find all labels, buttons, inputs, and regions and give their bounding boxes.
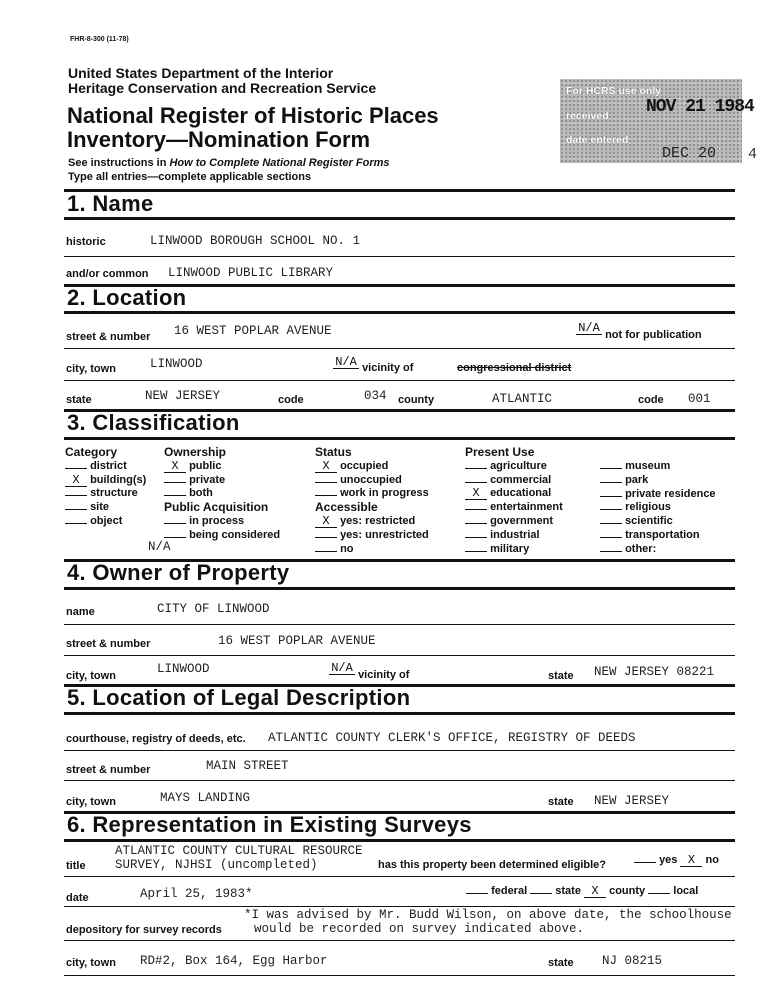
legal-city: MAYS LANDING xyxy=(160,791,251,805)
state-code: 034 xyxy=(364,389,387,403)
section4-heading-rule xyxy=(64,587,735,590)
checkbox-mark xyxy=(465,551,487,552)
checkbox-mark xyxy=(600,509,622,510)
checklist-label: other: xyxy=(625,542,657,555)
survey-date-label: date xyxy=(66,892,89,904)
checkbox-mark xyxy=(600,537,622,538)
form-title-line2: Inventory—Nomination Form xyxy=(67,127,371,152)
county-level-mark: X xyxy=(584,886,606,898)
eligible-question: has this property been determined eligible? xyxy=(378,859,606,871)
present-use-options-1 xyxy=(465,460,563,557)
local-level-mark xyxy=(648,893,670,894)
checklist-label: military xyxy=(490,542,530,555)
checklist-label: commercial xyxy=(490,473,552,486)
location-street: 16 WEST POPLAR AVENUE xyxy=(174,324,332,338)
checklist-label: private residence xyxy=(625,487,716,500)
eligible-answer xyxy=(634,854,719,867)
survey-title-line2: SURVEY, NJHSI (uncompleted) xyxy=(115,858,318,872)
owner-street-rule xyxy=(64,655,735,656)
county-level-label: county xyxy=(609,885,646,897)
depository-label: depository for survey records xyxy=(66,924,222,936)
section2-heading: 2. Location xyxy=(67,285,187,310)
checklist-label: work in progress xyxy=(340,487,429,500)
historic-label: historic xyxy=(66,236,106,248)
common-name: LINWOOD PUBLIC LIBRARY xyxy=(168,266,334,280)
ownership-column xyxy=(164,446,280,543)
owner-vicinity-mark: N/A xyxy=(329,663,355,675)
survey-date-rule xyxy=(64,906,735,907)
owner-name-label: name xyxy=(66,606,95,618)
checklist-label: scientific xyxy=(625,515,673,528)
checklist-label: yes: unrestricted xyxy=(340,528,429,541)
checklist-item xyxy=(600,474,716,488)
checklist-label: in process xyxy=(189,514,245,527)
section1-heading: 1. Name xyxy=(67,191,154,216)
checklist-label: public xyxy=(189,459,222,472)
checklist-item xyxy=(600,460,716,474)
owner-street: 16 WEST POPLAR AVENUE xyxy=(218,634,376,648)
location-vicinity xyxy=(333,355,414,374)
checklist-item xyxy=(65,460,146,474)
form-bottom-rule xyxy=(64,975,735,976)
checklist-item xyxy=(315,543,429,557)
checkbox-mark xyxy=(164,495,186,496)
checkbox-mark xyxy=(315,482,337,483)
state-level-label: state xyxy=(555,885,581,897)
checklist-item xyxy=(600,488,716,502)
not-for-publication-mark: N/A xyxy=(576,323,602,335)
checklist-label: government xyxy=(490,514,554,527)
checkbox-mark xyxy=(600,523,622,524)
category-options xyxy=(65,460,146,529)
section3-heading-rule xyxy=(64,437,735,440)
checkbox-mark xyxy=(65,495,87,496)
checkbox-mark xyxy=(65,509,87,510)
depository-note-line2: would be recorded on survey indicated above. xyxy=(254,922,585,936)
owner-state: NEW JERSEY 08221 xyxy=(594,665,715,679)
checklist-item xyxy=(315,487,429,501)
checklist-item xyxy=(465,474,563,488)
date-entered-value: DEC 20 xyxy=(662,145,717,162)
depository-city-label: city, town xyxy=(66,957,116,969)
checklist-item xyxy=(164,474,280,488)
checklist-item xyxy=(465,515,563,529)
checklist-item xyxy=(65,515,146,529)
location-street-label: street & number xyxy=(66,331,151,343)
location-state-label: state xyxy=(66,394,92,406)
ownership-heading: Ownership xyxy=(164,445,227,459)
county-name: ATLANTIC xyxy=(492,392,553,406)
depository-city: RD#2, Box 164, Egg Harbor xyxy=(140,954,328,968)
section3-heading: 3. Classification xyxy=(67,410,240,435)
checklist-item xyxy=(164,515,280,529)
checkbox-mark xyxy=(164,523,186,524)
section6-heading-rule xyxy=(64,839,735,842)
eligible-no-mark: X xyxy=(680,855,702,867)
survey-date: April 25, 1983* xyxy=(140,887,253,901)
checkbox-mark xyxy=(600,482,622,483)
owner-state-label: state xyxy=(548,670,574,682)
checklist-label: no xyxy=(340,542,354,555)
state-level-mark xyxy=(530,893,552,894)
received-label: received xyxy=(566,110,609,122)
legal-state-label: state xyxy=(548,796,574,808)
depository-state-label: state xyxy=(548,957,574,969)
service-name: Heritage Conservation and Recreation Service xyxy=(68,80,377,96)
section1-heading-rule xyxy=(64,217,735,220)
survey-title-line1: ATLANTIC COUNTY CULTURAL RESOURCE xyxy=(115,844,363,858)
location-vicinity-label: vicinity of xyxy=(362,362,414,374)
legal-state: NEW JERSEY xyxy=(594,794,670,808)
checklist-item xyxy=(600,501,716,515)
owner-street-label: street & number xyxy=(66,638,151,650)
checklist-item xyxy=(465,487,563,501)
checklist-label: private xyxy=(189,473,226,486)
margin-mark: 4 xyxy=(748,146,758,163)
checklist-label: museum xyxy=(625,460,671,472)
section4-heading: 4. Owner of Property xyxy=(67,560,290,585)
checkbox-mark xyxy=(600,551,622,552)
legal-city-label: city, town xyxy=(66,796,116,808)
checklist-label: religious xyxy=(625,501,671,514)
checkbox-mark: X xyxy=(315,461,337,473)
county-label: county xyxy=(398,394,435,406)
location-vicinity-mark: N/A xyxy=(333,357,359,369)
eligible-yes-label: yes xyxy=(659,854,678,866)
checkbox-mark xyxy=(465,468,487,469)
legal-street: MAIN STREET xyxy=(206,759,289,773)
location-city-rule xyxy=(64,380,735,381)
acquisition-note: N/A xyxy=(148,540,171,554)
owner-name: CITY OF LINWOOD xyxy=(157,602,270,616)
not-for-publication xyxy=(576,321,702,341)
checklist-label: occupied xyxy=(340,459,389,472)
historic-rule xyxy=(64,256,735,257)
checklist-item xyxy=(65,474,146,488)
checklist-label: industrial xyxy=(490,528,540,541)
checkbox-mark xyxy=(465,537,487,538)
checklist-label: transportation xyxy=(625,528,700,541)
checklist-label: entertainment xyxy=(490,501,563,514)
survey-level xyxy=(466,885,698,898)
checkbox-mark: X xyxy=(315,516,337,528)
depository-rule xyxy=(64,940,735,941)
checklist-item xyxy=(164,529,280,543)
instructions-line2: Type all entries—complete applicable sections xyxy=(68,171,312,183)
section6-heading: 6. Representation in Existing Surveys xyxy=(67,812,472,837)
checklist-label: site xyxy=(90,501,110,514)
checklist-item xyxy=(315,460,429,474)
location-state: NEW JERSEY xyxy=(145,389,221,403)
depository-state: NJ 08215 xyxy=(602,954,663,968)
federal-label: federal xyxy=(491,885,528,897)
courthouse: ATLANTIC COUNTY CLERK'S OFFICE, REGISTRY OF DEEDS xyxy=(268,731,636,745)
checklist-item xyxy=(600,543,716,557)
checkbox-mark xyxy=(164,537,186,538)
instructions-line1 xyxy=(68,157,390,169)
checklist-label: yes: restricted xyxy=(340,514,416,527)
checklist-item xyxy=(164,460,280,474)
status-heading: Status xyxy=(315,445,352,459)
owner-name-rule xyxy=(64,624,735,625)
common-name-label: and/or common xyxy=(66,268,149,280)
checklist-item xyxy=(315,515,429,529)
checklist-item xyxy=(600,515,716,529)
date-entered-label: date entered xyxy=(566,134,629,146)
checkbox-mark xyxy=(315,537,337,538)
location-street-rule xyxy=(64,348,735,349)
eligible-yes-mark xyxy=(634,862,656,863)
checklist-item xyxy=(600,529,716,543)
checkbox-mark xyxy=(315,495,337,496)
county-code: 001 xyxy=(688,392,711,406)
checklist-item xyxy=(164,487,280,501)
congressional-district: congressional district xyxy=(457,362,572,374)
checklist-label: district xyxy=(90,459,127,472)
instructions-prefix: See instructions in xyxy=(68,157,170,169)
checkbox-mark xyxy=(600,496,622,497)
checklist-item xyxy=(465,501,563,515)
use-only-label: For HCRS use only xyxy=(566,85,662,97)
state-code-label: code xyxy=(278,394,304,406)
legal-street-rule xyxy=(64,780,735,781)
checklist-item xyxy=(65,487,146,501)
accessible-options xyxy=(315,515,429,556)
checklist-item xyxy=(465,543,563,557)
owner-city: LINWOOD xyxy=(157,662,210,676)
checkbox-mark: X xyxy=(465,488,487,500)
eligible-no-label: no xyxy=(705,854,719,866)
department-name: United States Department of the Interior xyxy=(68,65,334,81)
survey-title-label: title xyxy=(66,860,86,872)
present-use-column-1 xyxy=(465,446,563,556)
checklist-label: educational xyxy=(490,487,552,500)
checkbox-mark xyxy=(65,468,87,469)
present-use-column-2 xyxy=(600,460,716,557)
checklist-item xyxy=(65,501,146,515)
checklist-label: being considered xyxy=(189,528,281,541)
checklist-label: unoccupied xyxy=(340,473,402,486)
checkbox-mark: X xyxy=(65,475,87,487)
survey-title-rule xyxy=(64,876,735,877)
location-city-label: city, town xyxy=(66,363,116,375)
present-use-heading: Present Use xyxy=(465,445,535,459)
legal-street-label: street & number xyxy=(66,764,151,776)
checklist-label: object xyxy=(90,514,123,527)
received-date: NOV 21 1984 xyxy=(646,97,754,117)
checklist-label: park xyxy=(625,473,649,486)
accessible-heading: Accessible xyxy=(315,500,378,515)
courthouse-rule xyxy=(64,750,735,751)
hcrs-use-only-box xyxy=(560,79,754,163)
section5-heading-rule xyxy=(64,712,735,715)
status-column xyxy=(315,446,429,556)
location-city: LINWOOD xyxy=(150,357,203,371)
checkbox-mark xyxy=(164,482,186,483)
form-number: FHR-8-300 (11-78) xyxy=(70,36,129,43)
checkbox-mark xyxy=(600,468,622,469)
owner-city-label: city, town xyxy=(66,670,116,682)
present-use-options-2 xyxy=(600,460,716,557)
depository-note-line1: *I was advised by Mr. Budd Wilson, on above date, the schoolhouse xyxy=(244,908,732,922)
category-column xyxy=(65,446,146,529)
form-title-line1: National Register of Historic Places xyxy=(67,103,439,128)
section2-heading-rule xyxy=(64,311,735,314)
checkbox-mark xyxy=(315,551,337,552)
checklist-label: structure xyxy=(90,487,138,500)
checklist-label: both xyxy=(189,487,213,500)
checklist-item xyxy=(465,460,563,474)
owner-vicinity-label: vicinity of xyxy=(358,669,410,681)
checkbox-mark: X xyxy=(164,461,186,473)
checkbox-mark xyxy=(465,482,487,483)
checkbox-mark xyxy=(465,523,487,524)
category-heading: Category xyxy=(65,445,118,459)
ownership-options xyxy=(164,460,280,501)
local-level-label: local xyxy=(673,885,699,897)
section5-heading: 5. Location of Legal Description xyxy=(67,685,411,710)
acquisition-heading: Public Acquisition xyxy=(164,500,269,515)
federal-mark xyxy=(466,893,488,894)
checkbox-mark xyxy=(65,523,87,524)
checklist-label: agriculture xyxy=(490,459,547,472)
checkbox-mark xyxy=(465,509,487,510)
checklist-label: building(s) xyxy=(90,473,147,486)
acquisition-options xyxy=(164,515,280,543)
owner-vicinity xyxy=(329,661,410,681)
courthouse-label: courthouse, registry of deeds, etc. xyxy=(66,733,246,745)
checklist-item xyxy=(465,529,563,543)
instructions-reference: How to Complete National Register Forms xyxy=(169,157,390,169)
historic-name: LINWOOD BOROUGH SCHOOL NO. 1 xyxy=(150,234,361,248)
not-for-publication-label: not for publication xyxy=(605,329,702,341)
county-code-label: code xyxy=(638,394,664,406)
section1-top-rule xyxy=(64,189,735,192)
checklist-item xyxy=(315,474,429,488)
status-options xyxy=(315,460,429,501)
checklist-item xyxy=(315,529,429,543)
